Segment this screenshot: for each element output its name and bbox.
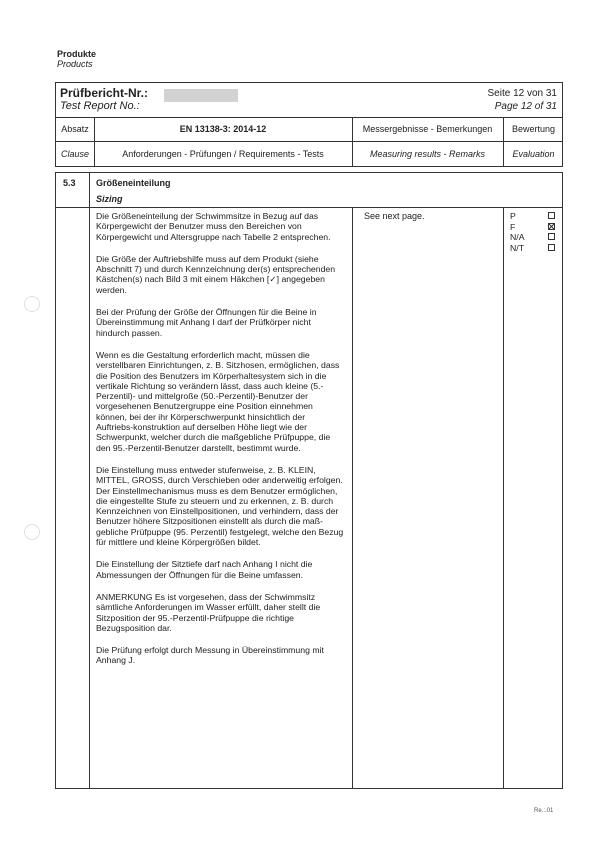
report-header [55,82,563,167]
clause-title-en: Sizing [96,194,123,204]
paragraph: Die Größe der Auftriebshilfe muss auf dem Produkt (siehe Abschnitt 7) und durch Kennzeichnung der(s) entsprechenden Kästchen(s) nach Bild 3 mit einem Häkchen [✓] angegeben werden. [96,253,336,295]
punch-hole-top [24,296,40,312]
evaluation-header-en: Evaluation [512,148,555,159]
evaluation-header-de: Bewertung [511,124,556,134]
clause-header-de: Absatz [61,124,89,134]
revision-label: Re.:.01 [534,808,554,814]
requirements-header: Anforderungen - Prüfungen / Requirements - Tests [122,148,324,159]
products-label [57,49,96,69]
paragraph: Die Einstellung der Sitztiefe darf nach Anhang I nicht die Abmessungen der Öffnungen für die Beine umfassen. [96,559,313,580]
results-header-en: Measuring results - Remarks [369,148,486,159]
clause-number: 5.3 [63,178,76,188]
paragraph: Wenn es die Gestaltung erforderlich macht, müssen die verstellbaren Einrichtungen, z. B. Sitzhosen, ermöglichen, dass die Position des Benutzers im Körperhaltesystem sich in die vertikale Richtung so verändern lässt, dass auch kleine (5.-Perzentil)- und mittelgroße (50.-Perzentil)-Benutzer der vorgesehenen Benutzergruppe eine Position einnehmen können, bei der ihr Körperschwerpunkt hinsichtlich der Auftriebs-konstruktion auf derselben Höhe liegt wie der Schwerpunkt, welcher durch die maßgebliche Prüfpuppe, die den 95.-Perzentil-Benutzer darstellt, bestimmt wurde. [96,349,340,453]
eval-label-nt: N/T [510,242,524,253]
evaluation-checkboxes [510,211,560,253]
punch-hole-bottom [24,524,40,540]
column-header-row-de [56,117,562,142]
paragraph: Die Größeneinteilung der Schwimmsitze in Bezug auf das Körpergewicht der Benutzer muss den Bereichen von Körpergewicht und Altersgruppe nach Tabelle 2 entsprechen. [96,211,331,242]
column-header-row-en [56,141,562,166]
redacted-report-number [164,89,238,102]
page-number-de: Seite 12 von 31 [487,88,557,99]
checkbox-p[interactable] [548,212,555,219]
paragraph: Die Einstellung muss entweder stufenweise, z. B. KLEIN, MITTEL, GROSS, durch Verschieben oder anderweitig erfolgen. Der Einstellmechanismus muss es dem Benutzer ermöglichen, die eingestellte Stufe zu steuern und zu erkennen, z. B. durch Kennzeichnen von Einstellpositionen, und verhindern, dass der Benutzer höhere Sitzpositionen einstellt als durch die maß-gebliche Prüfpuppe (95. Perzentil) festgelegt, welche den Bezug für mittlere und kleine Körpergrößen bildet. [96,464,344,548]
results-header-de: Messergebnisse - Bemerkungen [362,124,493,134]
requirement-text [96,211,344,678]
report-number-label-de: Prüfbericht-Nr.: [60,86,149,100]
checkbox-f-checked[interactable] [548,223,555,230]
products-en: Products [57,59,93,69]
clause-header-en: Clause [60,148,89,159]
checkbox-nt[interactable] [548,244,555,251]
products-de: Produkte [57,49,97,59]
eval-label-f: F [510,221,516,232]
measuring-result: See next page. [364,211,425,221]
eval-label-na: N/A [510,232,525,242]
clause-title-de: Größeneinteilung [96,178,171,188]
note-paragraph: ANMERKUNG Es ist vorgesehen, dass der Schwimmsitz sämtliche Anforderungen im Wasser erfüllt, daher stellt die Sitzposition der 95.-Perzentil-Prüfpuppe die richtige Bezugsposition dar. [96,591,321,633]
eval-label-p: P [510,211,516,221]
paragraph: Bei der Prüfung der Größe der Öffnungen für die Beine in Übereinstimmung mit Anhang I darf der Prüfkörper nicht hindurch passen. [96,307,317,338]
standard-header: EN 13138-3: 2014-12 [179,124,267,134]
checkbox-na[interactable] [548,233,555,240]
paragraph: Die Prüfung erfolgt durch Messung in Übereinstimmung mit Anhang J. [96,645,324,666]
report-number-label-en: Test Report No.: [60,100,140,112]
page-number-en: Page 12 of 31 [494,101,557,112]
clause-table [55,172,563,789]
